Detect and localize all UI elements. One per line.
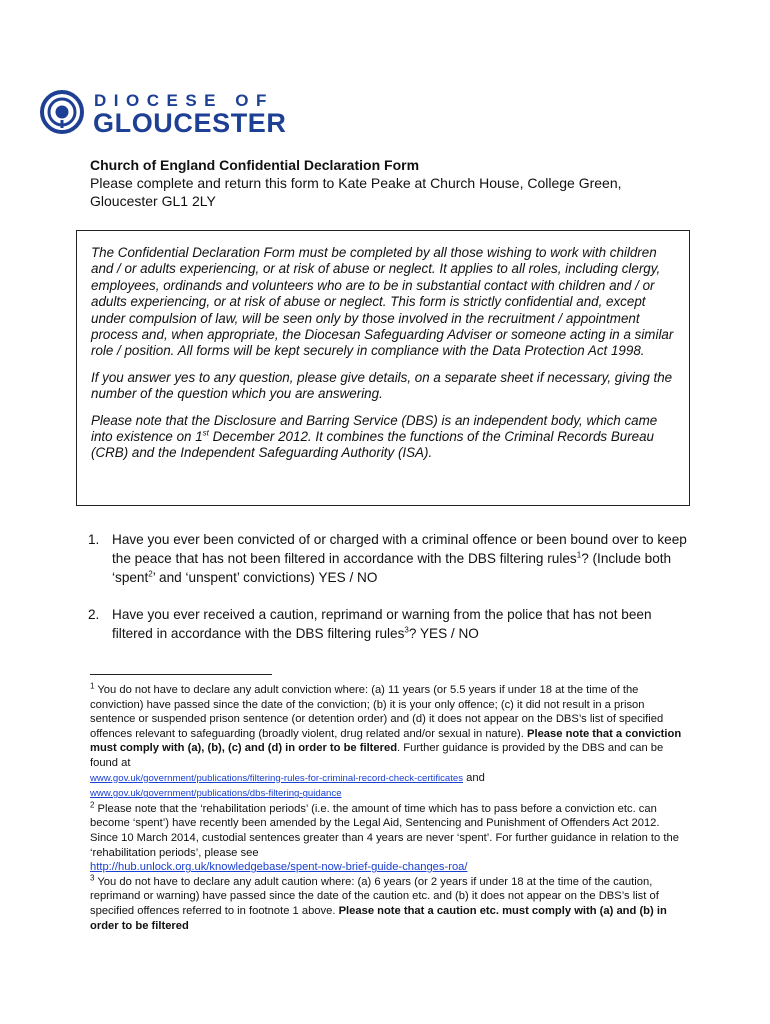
intro-paragraph-1: The Confidential Declaration Form must be completed by all those wishing to work with children and / or adults experiencing, or at risk of abuse or neglect. It applies to all roles, including clergy, employees, ordinands and volunteers who are to be in substantial contact with children and / or adults experiencing, or at risk of abuse or neglect. This form is strictly confidential and, except under compulsion of law, will be seen only by those involved in the recruitment / appointment process and, when appropriate, the Diocesan Safeguarding Adviser or someone acting in a similar role / position. All forms will be kept securely in compliance with the Data Protection Act 1998. <box>91 245 674 359</box>
footnote-3-bold: Please note that a caution etc. must comply with (a) and (b) in order to be filtered <box>90 904 667 932</box>
form-instruction: Please complete and return this form to Kate Peake at Church House, College Green, Gloucester GL1 2LY <box>90 175 622 209</box>
intro-box <box>76 230 690 506</box>
footnote-1-bold: Please note that a conviction must comply with (a), (b), (c) and (d) in order to be filtered <box>90 727 682 755</box>
footnote-1-and: and <box>466 771 485 784</box>
footnote-1-mark: 1 <box>90 681 95 691</box>
form-title: Church of England Confidential Declaration Form <box>90 157 420 173</box>
footnote-2-text: Please note that the ‘rehabilitation periods’ (i.e. the amount of time which has to pass before a conviction etc. can become ‘spent’) have recently been amended by the Legal Aid, Sentencing and Punishment of Offenders Act 2012. Since 10 March 2014, custodial sentences greater than 4 years are never ‘spent’. For further guidance in relation to the ‘rehabilitation periods’, please see <box>90 802 679 859</box>
footnote-1-text: You do not have to declare any adult conviction where: (a) 11 years (or 5.5 years if under 18 at the time of the conviction) have passed since the date of the conviction; (b) it is your only offence; (c) it did not result in a prison sentence or suspended prison sentence (or detention order) and (d) it does not appear on the DBS’s list of specified offences relevant to safeguarding (broadly violent, drug related and/or sexual in nature). <box>90 684 664 740</box>
intro-paragraph-2: If you answer yes to any question, please give details, on a separate sheet if necessary, giving the number of the question which you are answering. <box>91 369 673 402</box>
diocese-emblem-icon <box>40 90 84 134</box>
question-1-text-a: Have you ever been convicted of or charged with a criminal offence or been bound over to keep the peace that has not been filtered in accordance with the DBS filtering rules <box>112 532 687 566</box>
question-number: 2. <box>88 607 100 622</box>
question-text <box>112 605 688 643</box>
footnotes <box>90 683 690 933</box>
logo-text-gloucester: GLOUCESTER <box>93 108 287 138</box>
unlock-guide-link[interactable]: http://hub.unlock.org.uk/knowledgebase/spent-now-brief-guide-changes-roa/ <box>90 861 468 874</box>
form-header <box>90 156 690 210</box>
footnote-ref-3: 3 <box>404 625 409 635</box>
footnote-2 <box>90 802 690 875</box>
footnote-1-tail: . Further guidance is provided by the DBS and can be found at <box>90 742 664 769</box>
intro-paragraph-3-b: December 2012. It combines the functions of the Criminal Records Bureau (CRB) and the Independent Safeguarding Authority (ISA). <box>91 429 654 461</box>
footnote-2-mark: 2 <box>90 800 95 810</box>
question-1-text-c: ’ and ‘unspent’ convictions) YES / NO <box>152 570 378 585</box>
intro-paragraph-3-a: Please note that the Disclosure and Barring Service (DBS) is an independent body, which came into existence on 1 <box>91 412 658 445</box>
footnote-3-text: You do not have to declare any adult caution where: (a) 6 years (or 2 years if under 18 at the time of the caution, reprimand or warning) have passed since the date of the caution etc. and (b) it does not appear on the DBS’s list of specified offences referred to in footnote 1 above. <box>90 875 659 917</box>
question-text <box>112 530 688 587</box>
diocese-logo <box>40 90 300 138</box>
question-1 <box>88 530 688 587</box>
question-2-text-b: ? YES / NO <box>408 626 479 641</box>
question-2-text-a: Have you ever received a caution, reprimand or warning from the police that has not been filtered in accordance with the DBS filtering rules <box>112 607 652 641</box>
footnote-1 <box>90 683 690 802</box>
ordinal-suffix: st <box>202 428 209 438</box>
question-list <box>88 530 688 661</box>
logo-text-diocese: DIOCESE OF <box>94 91 274 110</box>
footnote-ref-1: 1 <box>576 550 582 560</box>
question-1-text-b: ? (Include both ‘spent <box>112 551 672 585</box>
filtering-guidance-link[interactable]: www.gov.uk/government/publications/dbs-filtering-guidance <box>90 788 342 800</box>
footnote-ref-2: 2 <box>148 569 153 579</box>
footnote-3 <box>90 872 690 933</box>
filtering-rules-link[interactable]: www.gov.uk/government/publications/filtering-rules-for-criminal-record-check-certificates <box>90 772 464 784</box>
footnote-divider <box>90 674 272 675</box>
intro-paragraph-3 <box>91 413 675 462</box>
footnote-3-mark: 3 <box>90 872 95 882</box>
question-number: 1. <box>88 532 100 547</box>
question-2 <box>88 605 688 643</box>
